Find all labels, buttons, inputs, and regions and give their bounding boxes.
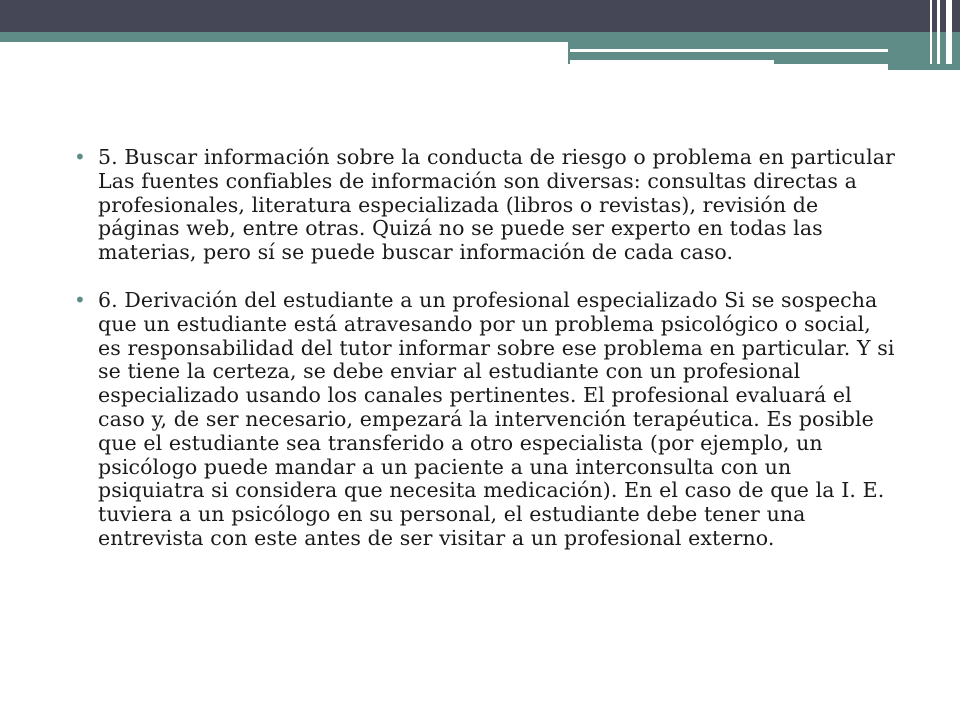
bullet-item — [70, 289, 900, 551]
decorative-vertical-line — [930, 0, 932, 64]
decorative-vertical-line — [946, 0, 952, 64]
slide-body — [70, 146, 900, 551]
bullet-icon: • — [74, 145, 86, 169]
decorative-line — [570, 60, 774, 64]
decorative-vertical-line — [937, 0, 940, 64]
accent-strip — [0, 32, 960, 42]
bullet-text: 6. Derivación del estudiante a un profesional especializado Si se sospecha que un estudiante está atravesando por un problema psicológico o social, es responsabilidad del tutor informar sobre ese problema en particular. Y si se tiene la certeza, se debe enviar al estudiante con un profesional especializado usando los canales pertinentes. El profesional evaluará el caso y, de ser necesario, empezará la intervención terapéutica. Es posible que el estudiante sea transferido a otro especialista (por ejemplo, un psicólogo puede mandar a un paciente a una interconsulta con un psiquiatra si considera que necesita medicación). En el caso de que la I. E. tuviera a un psicólogo en su personal, el estudiante debe tener una entrevista con este antes de ser visitar a un profesional externo. — [98, 287, 895, 550]
header-bar — [0, 0, 960, 32]
decorative-line — [570, 49, 888, 52]
bullet-item — [70, 146, 900, 265]
bullet-icon: • — [74, 287, 86, 312]
bullet-text: 5. Buscar información sobre la conducta de riesgo o problema en particular Las fuentes confiables de información son diversas: consultas directas a profesionales, literatura especializada (libros o revistas), revisión de páginas web, entre otras. Quizá no se puede ser experto en todas las materias, pero sí se puede buscar información de cada caso. — [98, 145, 895, 265]
